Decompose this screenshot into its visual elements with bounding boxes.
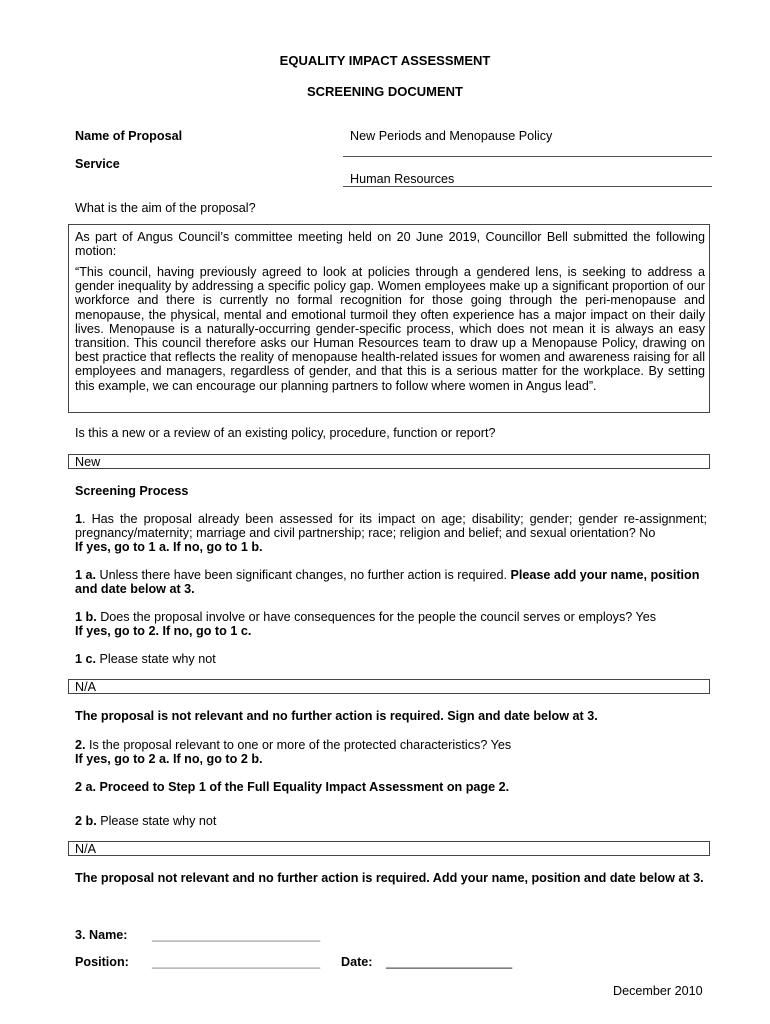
service-underline xyxy=(343,186,712,187)
signoff-date-label: Date: xyxy=(341,955,373,969)
service-value: Human Resources xyxy=(350,172,455,186)
signoff-position-blank[interactable]: ________________________ xyxy=(152,955,321,969)
document-title: EQUALITY IMPACT ASSESSMENT xyxy=(279,53,491,68)
question-1b-text: Does the proposal involve or have consequences for the people the council serves or employs? Yes xyxy=(96,610,657,624)
question-2b-answer-box xyxy=(68,841,710,856)
not-relevant-statement-2: The proposal not relevant and no further action is required. Add your name, position and date below at 3. xyxy=(75,871,704,885)
not-relevant-statement-1 xyxy=(75,709,598,723)
proposal-name-value: New Periods and Menopause Policy xyxy=(350,129,553,143)
signoff-position-label: Position: xyxy=(75,955,129,969)
question-1b-instruction: If yes, go to 2. If no, go to 1 c. xyxy=(75,624,252,638)
question-2-number: 2. xyxy=(75,738,86,752)
footer-date: December 2010 xyxy=(613,984,703,998)
question-2-instruction: If yes, go to 2 a. If no, go to 2 b. xyxy=(75,752,263,766)
signoff-name-label: 3. Name: xyxy=(75,928,128,942)
service-label: Service xyxy=(75,157,120,171)
question-1c-text: Please state why not xyxy=(96,652,216,666)
question-1-instruction: If yes, go to 1 a. If no, go to 1 b. xyxy=(75,540,263,554)
question-1a-instruction: Please add your name, position and date below at 3. xyxy=(75,568,700,597)
not-relevant-1-tail: . Sign and date below at 3. xyxy=(440,709,598,723)
signoff-date-blank[interactable]: __________________ xyxy=(386,955,513,969)
question-1a xyxy=(75,568,707,596)
policy-type-answer: New xyxy=(75,455,101,469)
policy-type-question: Is this a new or a review of an existing policy, procedure, function or report? xyxy=(75,426,496,440)
question-2b-number: 2 b. xyxy=(75,814,97,828)
question-2a: 2 a. Proceed to Step 1 of the Full Equality Impact Assessment on page 2. xyxy=(75,780,510,794)
policy-type-answer-box xyxy=(68,454,710,469)
question-2b xyxy=(75,814,216,828)
question-1-text: . Has the proposal already been assessed for its impact on age; disability; gender; gender re-assignment; pregnancy/maternity; marriage and civil partnership; race; religion and belief; and sexual orientation? No xyxy=(75,512,707,541)
not-relevant-1-text: The proposal is not relevant and no further action is required xyxy=(75,709,441,723)
question-1c-answer-box xyxy=(68,679,710,694)
proposal-name-label: Name of Proposal xyxy=(75,129,183,143)
question-1b xyxy=(75,610,707,624)
question-1c xyxy=(75,652,216,666)
question-2b-text: Please state why not xyxy=(96,814,217,828)
question-1a-text: Unless there have been significant changes, no further action is required. xyxy=(96,568,511,582)
question-2-text: Is the proposal relevant to one or more of the protected characteristics? Yes xyxy=(85,738,512,752)
signoff-name-blank[interactable]: ________________________ xyxy=(152,928,321,942)
question-1c-number: 1 c. xyxy=(75,652,97,666)
question-2 xyxy=(75,738,707,752)
question-1 xyxy=(75,512,707,540)
question-1-number: 1 xyxy=(75,512,83,526)
question-1a-number: 1 a. xyxy=(75,568,97,582)
screening-heading: Screening Process xyxy=(75,484,189,498)
document-subtitle: SCREENING DOCUMENT xyxy=(306,84,463,99)
aim-answer-box xyxy=(68,224,710,413)
question-2b-answer: N/A xyxy=(75,842,96,856)
proposal-name-underline xyxy=(343,156,712,157)
question-1b-number: 1 b. xyxy=(75,610,97,624)
aim-paragraph-2: “This council, having previously agreed to look at policies through a gendered lens, is seeking to address a gender inequality by addressing a specific policy gap. Women employees make up a significant proportion of our workforce and there is currently no formal recognition for those going through the peri-menopause and menopause, the physical, mental and emotional turmoil they often experience has a major impact on their daily lives. Menopause is a naturally-occurring gender-specific process, which does not mean it is always an easy transition. This council therefore asks our Human Resources team to draw up a Menopause Policy, drawing on best practice that reflects the reality of menopause health-related issues for women and awareness raising for all employees and managers, regardless of gender, and that this is a serious matter for the workplace. By setting this example, we can encourage our planning partners to follow where women in Angus lead”. xyxy=(75,265,705,393)
aim-question: What is the aim of the proposal? xyxy=(75,201,256,215)
aim-paragraph-1: As part of Angus Council’s committee meeting held on 20 June 2019, Councillor Bell submitted the following motion: xyxy=(75,230,705,259)
question-1c-answer: N/A xyxy=(75,680,96,694)
